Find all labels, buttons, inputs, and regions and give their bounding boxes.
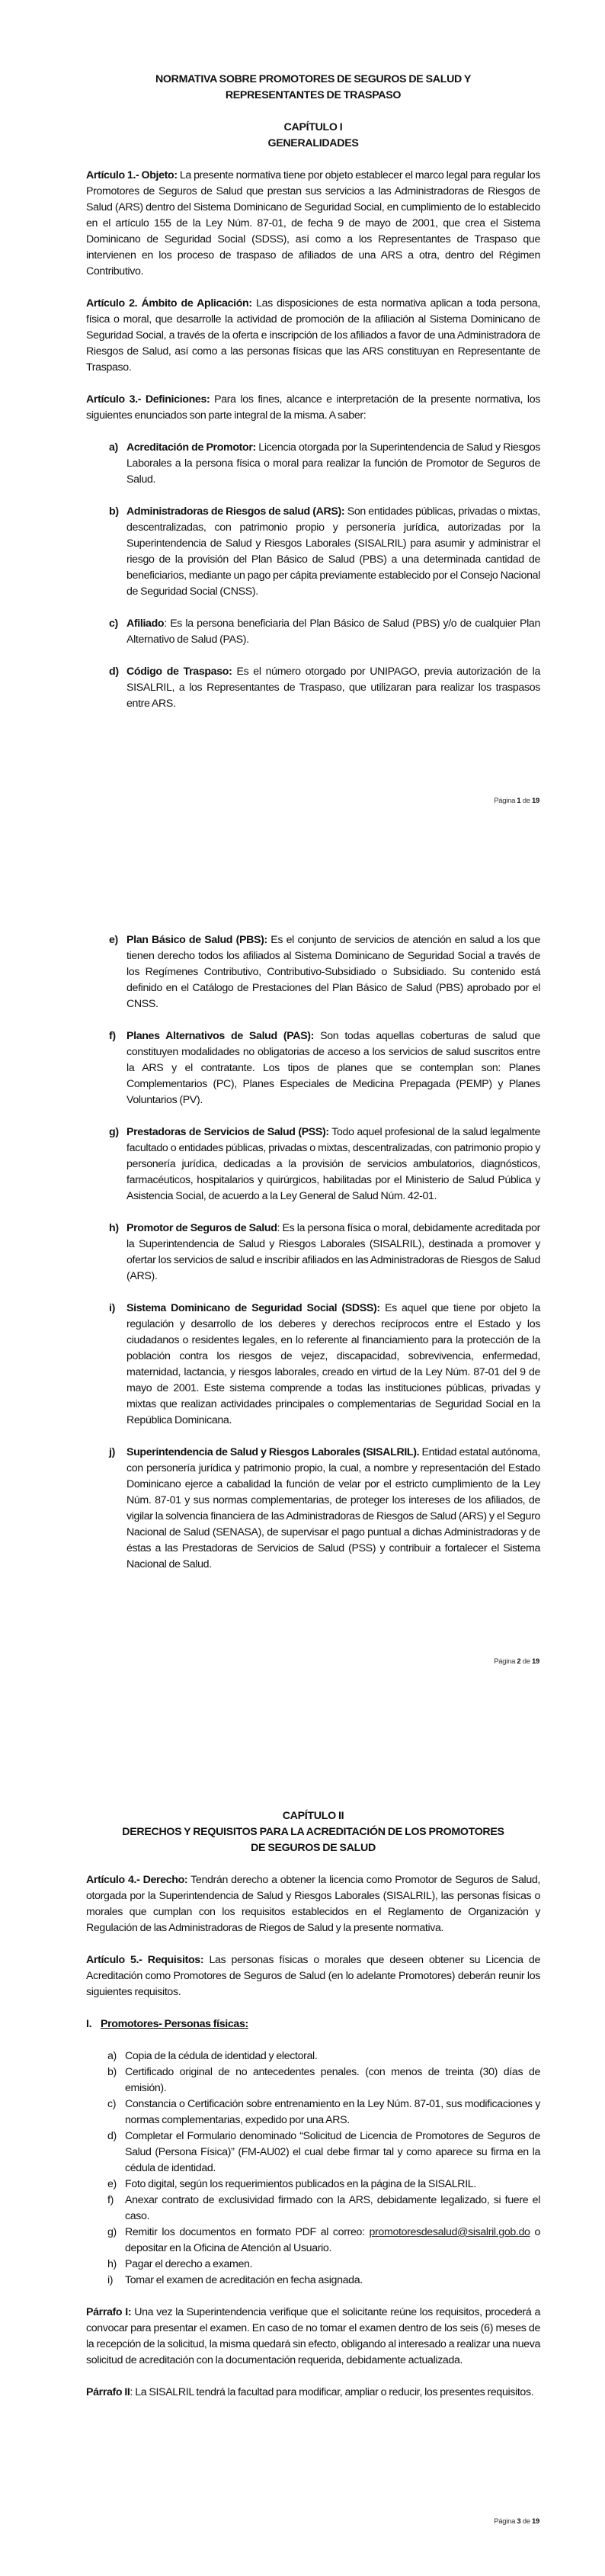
requirement-label: b) xyxy=(107,2066,117,2078)
requirement-label: d) xyxy=(107,2130,117,2142)
article-5 xyxy=(86,1952,540,2000)
page-footer xyxy=(494,2517,539,2526)
requirement-text: Constancia o Certificación sobre entrenamiento en la Ley Núm. 87-01, sus modificaciones y normas complementarias, expedido por una ARS. xyxy=(125,2098,540,2126)
requirement-text: Foto digital, según los requerimientos publicados en la página de la SISALRIL. xyxy=(125,2178,476,2190)
requirement-label: i) xyxy=(107,2274,114,2286)
email-link[interactable]: promotoresdesalud@sisalril.gob.do xyxy=(369,2226,530,2238)
definition-label: j) xyxy=(109,1446,115,1458)
definition-label: b) xyxy=(109,505,119,518)
article-5-heading: Artículo 5.- Requisitos: xyxy=(86,1954,204,1966)
page-3-content xyxy=(86,1808,540,2417)
footer-total-pages: 19 xyxy=(532,797,539,805)
requirement-item xyxy=(107,2225,540,2257)
requirement-text: Anexar contrato de exclusividad firmado con la ARS, debidamente legalizado, si fuere el caso. xyxy=(125,2194,540,2222)
page-footer xyxy=(494,797,539,805)
page-2 xyxy=(0,856,605,1712)
definition-text: Son entidades públicas, privadas o mixtas, descentralizadas, con patrimonio propio y personería jurídica, autorizadas por la Superintendencia de Salud y Riesgos Laborales (SISALRIL) para asumir y administrar el riesgo de la provisión del Plan Básico de Salud (PBS) a una determinada cantidad de beneficiarios, mediante un pago per cápita previamente establecido por el Consejo Nacional de Seguridad Social (CNSS). xyxy=(126,505,540,598)
requirement-label: h) xyxy=(107,2258,117,2270)
paragraph-i-heading: Párrafo I: xyxy=(86,2306,132,2318)
requirement-item xyxy=(107,2064,540,2096)
article-1-heading: Artículo 1.- Objeto: xyxy=(86,169,178,181)
definition-item xyxy=(109,504,540,600)
requirement-item xyxy=(107,2177,540,2193)
requirements-list xyxy=(86,2048,540,2289)
definition-item xyxy=(109,1221,540,1285)
page-1-content xyxy=(86,72,540,728)
paragraph-ii xyxy=(86,2385,540,2401)
article-3-heading: Artículo 3.- Definiciones: xyxy=(86,393,210,406)
definition-text: Es el conjunto de servicios de atención en salud a los que tienen derecho todos los afiliados al Sistema Dominicano de Seguridad Social a través de los Regímenes Contributivo, Contributivo-Subsidiado o Subsidiado. Su contenido está definido en el Catálogo de Prestaciones del Plan Básico de Salud (PBS) aprobado por el CNSS. xyxy=(126,934,541,1010)
chapter-1-title: GENERALIDADES xyxy=(267,137,359,149)
footer-total-pages: 19 xyxy=(532,2517,539,2526)
definition-item xyxy=(109,1301,540,1429)
definition-term: Promotor de Seguros de Salud xyxy=(126,1222,277,1234)
definition-item xyxy=(109,932,540,1012)
article-1-text: La presente normativa tiene por objeto establecer el marco legal para regular los Promotores de Seguros de Salud que prestan sus servicios a las Administradoras de Riesgos de Salud (ARS) dentro del Sistema Dominicano de Seguridad Social, en cumplimiento de lo establecido en el artículo 155 de la Ley Núm. 87-01, de fecha 9 de mayo de 2001, que crea el Sistema Dominicano de Seguridad Social (SDSS), así como a los Representantes de Traspaso que intervienen en los proceso de traspaso de afiliados de una ARS a otra, dentro del Régimen Contributivo. xyxy=(86,169,540,277)
definition-text: Licencia otorgada por la Superintendencia de Salud y Riesgos Laborales a la persona física o moral para realizar la función de Promotor de Seguros de Salud. xyxy=(126,441,540,486)
requirement-label: e) xyxy=(107,2178,117,2190)
footer-total-pages: 19 xyxy=(532,1657,539,1666)
requirement-item xyxy=(107,2193,540,2225)
footer-prefix: Página xyxy=(494,797,516,805)
section-title: Promotores- Personas físicas: xyxy=(101,2018,248,2030)
requirement-text: Copia de la cédula de identidad y electoral. xyxy=(125,2050,318,2062)
requirement-item xyxy=(107,2128,540,2177)
footer-page-number: 1 xyxy=(517,797,521,805)
document-title-line1: NORMATIVA SOBRE PROMOTORES DE SEGUROS DE SALUD Y xyxy=(155,73,472,85)
paragraph-i xyxy=(86,2305,540,2369)
requirement-text-after: o depositar en la Oficina de Atención al Usuario. xyxy=(125,2226,541,2254)
document-title-line2: REPRESENTANTES DE TRASPASO xyxy=(225,89,402,101)
footer-of: de xyxy=(522,1657,530,1666)
definition-term: Planes Alternativos de Salud (PAS): xyxy=(126,1030,315,1042)
definition-item xyxy=(109,664,540,712)
definition-label: i) xyxy=(109,1302,115,1314)
footer-of: de xyxy=(522,2517,530,2526)
requirement-text: Certificado original de no antecedentes penales. (con menos de treinta (30) días de emisión). xyxy=(125,2066,540,2094)
footer-prefix: Página xyxy=(494,1657,516,1666)
paragraph-ii-text: : La SISALRIL tendrá la facultad para modificar, ampliar o reducir, los presentes requisitos. xyxy=(130,2386,534,2398)
definition-label: c) xyxy=(109,618,118,630)
article-5-text: Las personas físicas o morales que deseen obtener su Licencia de Acreditación como Promotores de Seguros de Salud (en lo adelante Promotores) deberán reunir los siguientes requisitos. xyxy=(86,1954,540,1998)
definitions-list-page2 xyxy=(86,932,540,1573)
definition-term: Plan Básico de Salud (PBS): xyxy=(126,934,267,946)
definitions-list-page1 xyxy=(86,440,540,712)
definition-item xyxy=(109,616,540,648)
article-3 xyxy=(86,392,540,424)
requirement-label: c) xyxy=(107,2098,117,2110)
requirement-text: Completar el Formulario denominado “Solicitud de Licencia de Promotores de Seguros de Salud (Persona Física)” (FM-AU02) el cual debe firmar tal y como aparece su firma en la cédula de identidad. xyxy=(125,2130,540,2174)
definition-term: Código de Traspaso: xyxy=(126,666,232,678)
article-4-heading: Artículo 4.- Derecho: xyxy=(86,1874,188,1886)
definition-text: Entidad estatal autónoma, con personería jurídica y patrimonio propio, la cual, a nombre y representación del Estado Dominicano ejerce a cabalidad la función de velar por el estricto cumplimiento de la Ley Núm. 87-01 y sus normas complementarias, de proteger los intereses de los afiliados, de vigilar la solvencia financiera de las Administradoras de Riesgos de Salud (ARS) y el Seguro Nacional de Salud (SENASA), de supervisar el pago puntual a dichas Administradoras y de éstas a las Prestadoras de Servicios de Salud (PSS) y contribuir a fortalecer el Sistema Nacional de Salud. xyxy=(126,1446,540,1570)
requirement-text: Pagar el derecho a examen. xyxy=(125,2258,253,2270)
section-numeral: I. xyxy=(86,2018,92,2030)
definition-item xyxy=(109,1445,540,1573)
footer-page-number: 2 xyxy=(517,1657,521,1666)
footer-of: de xyxy=(522,797,530,805)
requirement-label: g) xyxy=(107,2226,117,2238)
definition-term: Administradoras de Riesgos de salud (ARS): xyxy=(126,505,345,518)
definition-label: h) xyxy=(109,1222,119,1234)
page-3 xyxy=(0,1712,605,2576)
definition-item xyxy=(109,1028,540,1108)
definition-item xyxy=(109,1124,540,1205)
article-2-heading: Artículo 2. Ámbito de Aplicación: xyxy=(86,297,252,310)
requirement-label: a) xyxy=(107,2050,117,2062)
document-title xyxy=(86,72,540,104)
definition-term: Sistema Dominicano de Seguridad Social (SDSS): xyxy=(126,1302,380,1314)
definition-text: Es el número otorgado por UNIPAGO, previa autorización de la SISALRIL, a los Representantes de Traspaso, que utilizaran para realizar los traspasos entre ARS. xyxy=(126,666,540,710)
chapter-2-title-line1: DERECHOS Y REQUISITOS PARA LA ACREDITACIÓN DE LOS PROMOTORES xyxy=(122,1826,504,1838)
definition-text: Todo aquel profesional de la salud legalmente facultado o entidades públicas, privadas o mixtas, descentralizadas, con patrimonio propio y personería jurídica, dedicadas a la provisión de servicios ambulatorios, diagnósticos, farmacéuticos, hospitalarios y quirúrgicos, habilitadas por el Ministerio de Salud Pública y Asistencia Social, de acuerdo a la Ley General de Salud Núm. 42-01. xyxy=(126,1126,540,1202)
definition-label: e) xyxy=(109,934,118,946)
chapter-1-label: CAPÍTULO I xyxy=(283,121,343,133)
section-i-heading xyxy=(86,2016,540,2032)
definition-term: Superintendencia de Salud y Riesgos Laborales (SISALRIL). xyxy=(126,1446,420,1458)
requirement-label: f) xyxy=(107,2194,114,2206)
definition-term: Prestadoras de Servicios de Salud (PSS): xyxy=(126,1126,329,1138)
paragraph-ii-heading: Párrafo II xyxy=(86,2386,130,2398)
definition-text: : Es la persona física o moral, debidamente acreditada por la Superintendencia de Salud y Riesgos Laborales (SISALRIL), destinada a promover y ofertar los servicios de salud e inscribir afiliados en las Administradoras de Riesgos de Salud (ARS). xyxy=(126,1222,540,1282)
footer-page-number: 3 xyxy=(517,2517,521,2526)
definition-item xyxy=(109,440,540,488)
definition-label: a) xyxy=(109,441,118,454)
requirement-item xyxy=(107,2273,540,2289)
article-4 xyxy=(86,1872,540,1936)
article-1 xyxy=(86,168,540,280)
requirement-item xyxy=(107,2048,540,2064)
footer-prefix: Página xyxy=(494,2517,516,2526)
article-2 xyxy=(86,296,540,376)
definition-text: Es aquel que tiene por objeto la regulación y desarrollo de los deberes y derechos recíprocos entre el Estado y los ciudadanos o residentes legales, en lo referente al financiamiento para la protección de la población contra los riesgos de vejez, discapacidad, sobrevivencia, enfermedad, maternidad, lactancia, y riesgos laborales, creado en virtud de la Ley Núm. 87-01 del 9 de mayo de 2001. Este sistema comprende a todas las instituciones públicas, privadas y mixtas que realizan actividades principales o complementarias de Seguridad Social en la República Dominicana. xyxy=(126,1302,541,1426)
definition-term: Acreditación de Promotor: xyxy=(126,441,256,454)
requirement-text: Tomar el examen de acreditación en fecha asignada. xyxy=(125,2274,363,2286)
definition-label: g) xyxy=(109,1126,119,1138)
article-3-text: Para los fines, alcance e interpretación de la presente normativa, los siguientes enunciados son parte integral de la misma. A saber: xyxy=(86,393,540,422)
paragraph-i-text: Una vez la Superintendencia verifique que el solicitante reúne los requisitos, procederá a convocar para presentar el examen. En caso de no tomar el examen dentro de los seis (6) meses de la recepción de la solicitud, la misma quedará sin efecto, obligando al interesado a realizar una nueva solicitud de acreditación con la documentación requerida, debidamente actualizada. xyxy=(86,2306,540,2366)
definition-label: f) xyxy=(109,1030,116,1042)
chapter-2-heading xyxy=(86,1808,540,1856)
page-footer xyxy=(494,1657,539,1666)
article-4-text: Tendrán derecho a obtener la licencia como Promotor de Seguros de Salud, otorgada por la Superintendencia de Salud y Riesgos Laborales (SISALRIL), las personas físicas o morales que cumplan con los requisitos establecidos en el Reglamento de Organización y Regulación de las Administradoras de Riegos de Salud y la presente normativa. xyxy=(86,1874,540,1934)
chapter-2-title-line2: DE SEGUROS DE SALUD xyxy=(251,1842,376,1854)
requirement-text-before: Remitir los documentos en formato PDF al correo: xyxy=(125,2226,370,2238)
chapter-2-label: CAPÍTULO II xyxy=(282,1810,344,1822)
requirement-item xyxy=(107,2096,540,2128)
chapter-1-heading xyxy=(86,120,540,152)
page-2-content xyxy=(86,932,540,1589)
page-1 xyxy=(0,0,605,856)
article-2-text: Las disposiciones de esta normativa aplican a toda persona, física o moral, que desarrolle la actividad de promoción de la afiliación al Sistema Dominicano de Seguridad Social, a través de la oferta e inscripción de los afiliados a favor de una Administradora de Riesgos de Salud, así como a las personas físicas que las ARS constituyan en Representante de Traspaso. xyxy=(86,297,540,374)
definition-text: : Es la persona beneficiaria del Plan Básico de Salud (PBS) y/o de cualquier Plan Alternativo de Salud (PAS). xyxy=(126,618,540,646)
definition-label: d) xyxy=(109,666,119,678)
requirement-item xyxy=(107,2257,540,2273)
definition-term: Afiliado xyxy=(126,618,165,630)
definition-text: Son todas aquellas coberturas de salud que constituyen modalidades no obligatorias de acceso a los servicios de salud suscritos entre la ARS y el contratante. Los tipos de planes que se contemplan son: Planes Complementarios (PC), Planes Especiales de Medicina Prepagada (PEMP) y Planes Voluntarios (PV). xyxy=(126,1030,541,1106)
